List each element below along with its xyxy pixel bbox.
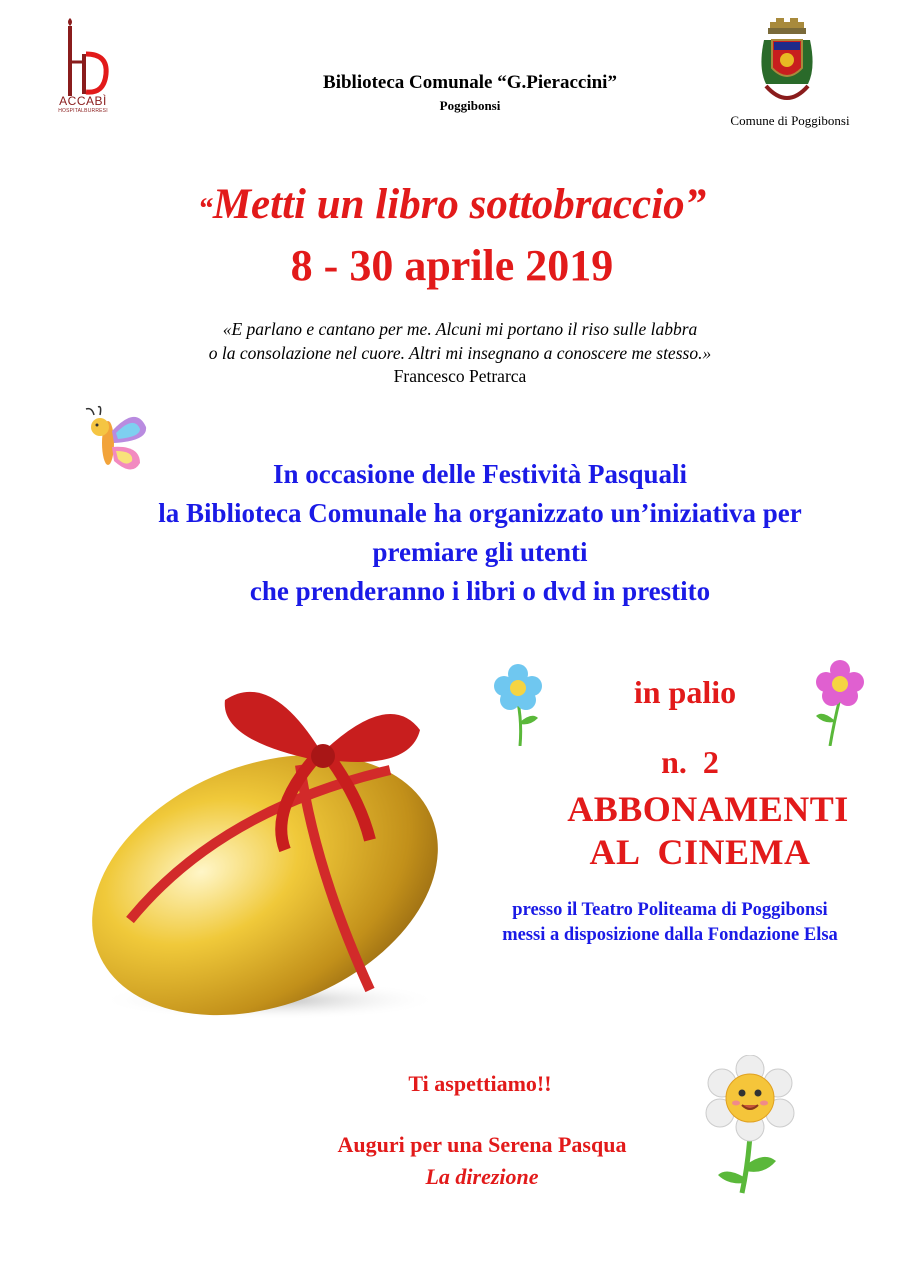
signature: La direzione <box>425 1164 539 1189</box>
poggibonsi-crest-icon <box>752 18 822 110</box>
announcement-line-1: In occasione delle Festività Pasquali <box>273 459 687 489</box>
smiling-daisy-icon <box>702 1055 798 1195</box>
golden-egg-icon <box>70 670 460 1030</box>
blue-flower-icon <box>490 662 550 746</box>
quote-line-2: o la consolazione nel cuore. Altri mi insegnano a conoscere me stesso.» <box>208 343 712 363</box>
quote-author: Francesco Petrarca <box>393 366 527 386</box>
welcome-text: Ti aspettiamo!! <box>408 1071 552 1096</box>
announcement-line-2: la Biblioteca Comunale ha organizzato un’iniziativa per <box>158 498 802 528</box>
announcement-line-3: premiare gli utenti <box>372 537 588 567</box>
event-title <box>0 180 904 229</box>
accabi-logo-subtext: HOSPITALBURRESI <box>58 108 108 114</box>
announcement <box>40 455 904 611</box>
quote-line-1: «E parlano e cantano per me. Alcuni mi portano il riso sulle labbra <box>222 319 698 339</box>
title-text: Metti un libro sottobraccio <box>212 181 685 228</box>
prize-desc-line-1: presso il Teatro Politeama di Poggibonsi <box>512 900 828 920</box>
title-open-quote: “ <box>197 192 213 225</box>
comune-label: Comune di Poggibonsi <box>730 113 850 128</box>
prize-desc-line-2: messi a disposizione dalla Fondazione Elsa <box>502 925 838 945</box>
prize-label: in palio <box>633 674 737 710</box>
accabi-logo-text: ACCABÌ <box>59 94 107 108</box>
petrarca-quote <box>100 317 820 365</box>
event-dates: 8 - 30 aprile 2019 <box>290 241 614 290</box>
prize-number: n. 2 <box>661 744 719 780</box>
prize-description <box>460 898 880 948</box>
prize-line-1: ABBONAMENTI <box>567 789 849 829</box>
prize-line-2: AL CINEMA <box>589 832 811 872</box>
library-name: Biblioteca Comunale “G.Pieraccini” <box>323 72 617 93</box>
easter-greeting: Auguri per una Serena Pasqua <box>337 1132 627 1157</box>
title-close-quote: ” <box>684 181 707 228</box>
announcement-line-4: che prenderanno i libri o dvd in prestito <box>249 576 711 606</box>
pink-flower-icon <box>808 658 870 746</box>
library-city: Poggibonsi <box>439 98 501 113</box>
